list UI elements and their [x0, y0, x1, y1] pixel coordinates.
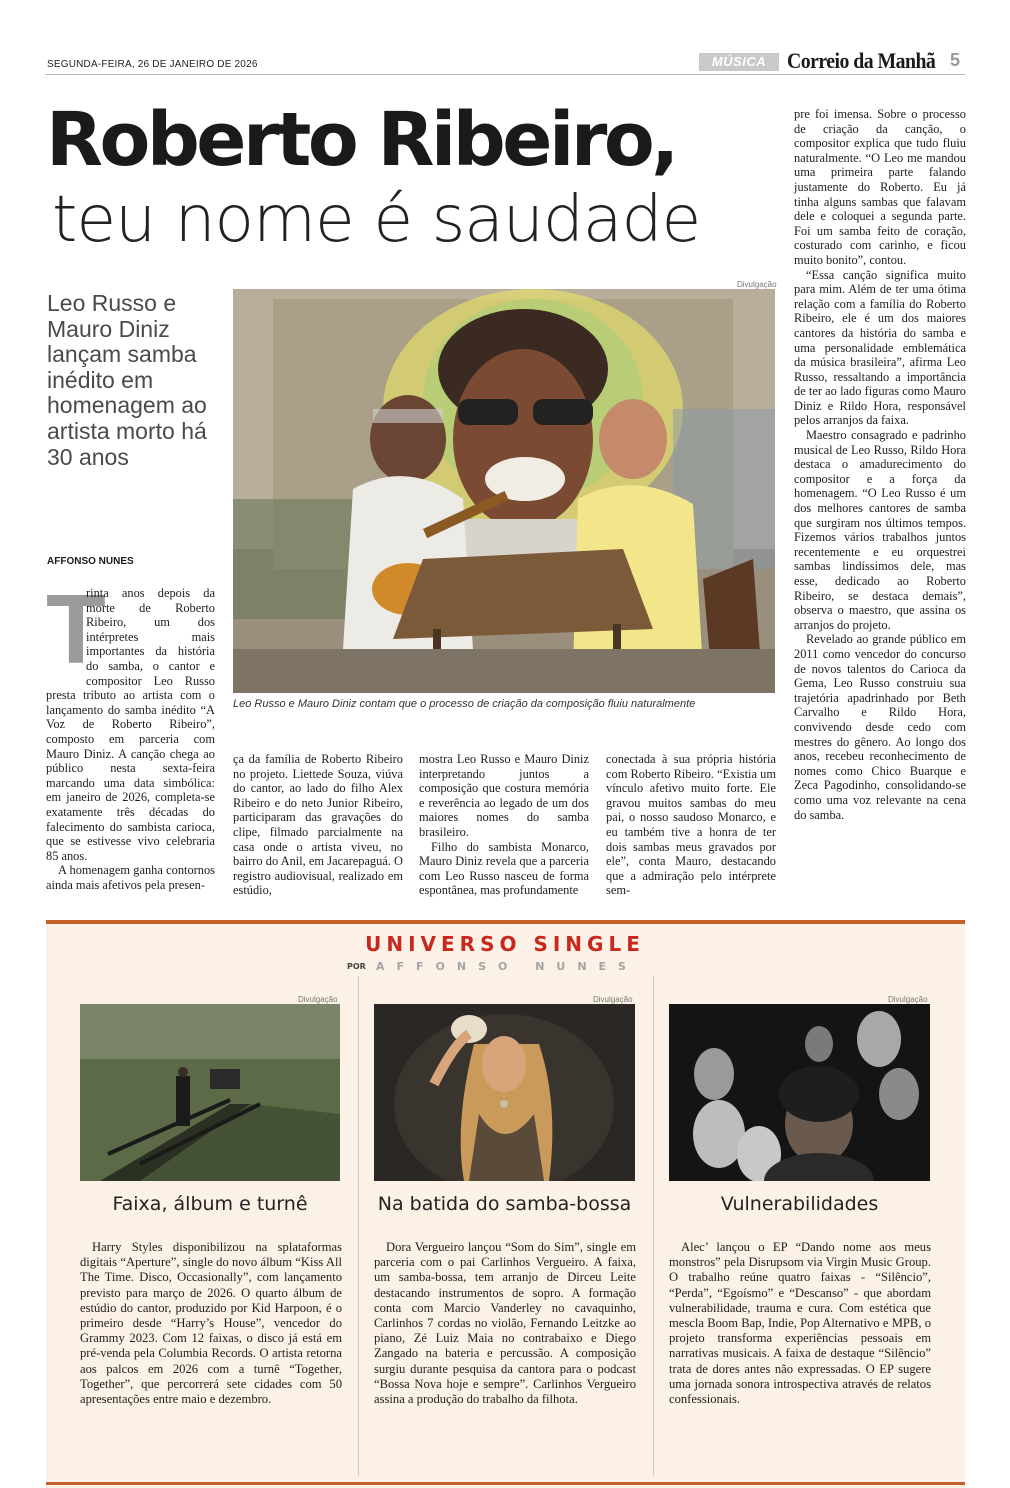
escalator-illustration [80, 1004, 340, 1181]
article-paragraph: Filho do sambista Monarco, Mauro Diniz revela que a parceria com Leo Russo nasceu de forma espontânea, mas profundamente [419, 839, 589, 898]
article-column-5 [794, 107, 966, 822]
item-text [80, 1240, 342, 1407]
box-bottom-rule [46, 1482, 965, 1485]
item-heading: Faixa, álbum e turnê [112, 1193, 308, 1215]
item-paragraph: Dora Vergueiro lançou “Som do Sim”, single em parceria com o pai Carlinhos Vergueiro. A faixa, um samba-bossa, tem arranjo de Dirceu Leite destacando instrumentos de sopro. A formação conta com Marcio Vanderley no cavaquinho, Carlinhos 7 cordas no violão, Fernando Leitzke ao piano, Zé Luiz Maia no contrabaixo e Diego Zangado na bateria e percussão. A composição surgiu durante pesquisa da cantora para o podcast “Bossa Nova hoje e sempre”. Carlinhos Vergueiro assina a produção do trabalho da filhota. [374, 1240, 636, 1407]
article-column-3 [419, 752, 589, 898]
column-divider [358, 976, 359, 1476]
masks-illustration [669, 1004, 930, 1181]
item-heading: Na batida do samba-bossa [377, 1193, 632, 1215]
newspaper-logo: Correio da Manhã [787, 48, 936, 73]
article-paragraph: conectada à sua própria história com Roberto Ribeiro. “Existia um vínculo afetivo muito forte. Ele gravou muitos sambas do meu pai, o nosso saudoso Monarco, e eu também tive a honra de ter dois sambas meus gravados por ele”, conta Mauro, destacando que a admiração pelo intérprete sem- [606, 752, 776, 898]
alec-photo [669, 1004, 930, 1181]
page-number: 5 [950, 50, 961, 70]
article-column-1 [46, 574, 215, 892]
article-column-4 [606, 752, 776, 898]
photo-caption: Leo Russo e Mauro Diniz contam que o processo de criação da composição fluiu naturalmente [233, 698, 696, 710]
article-paragraph: rinta anos depois da morte de Roberto Ribeiro, um dos intérpretes mais importantes da história do samba, o cantor e compositor Leo Russo presta tributo ao artista com o lançamento do samba inédito “A Voz de Roberto Ribeiro”, composto em parceria com Mauro Diniz. A canção chega ao público nesta sexta-feira marcando uma data simbólica: em janeiro de 2026, completa-se exatamente três décadas do falecimento do sambista carioca, que se estivesse vivo celebraria 85 anos. [46, 586, 215, 863]
article-paragraph: ça da família de Roberto Ribeiro no projeto. Liettede Souza, viúva do cantor, ao lado do filho Alex Ribeiro e do neto Junior Ribeiro, participaram das gravações do clipe, filmado parcialmente na casa onde o artista viveu, no bairro do Anil, em Jacarepaguá. O registro audiovisual, realizado em estúdio, [233, 752, 403, 898]
drop-cap: T [46, 574, 106, 684]
universo-single-author: AFFONSO NUNES [376, 960, 638, 973]
item-heading: Vulnerabilidades [720, 1193, 879, 1215]
dora-vergueiro-photo [374, 1004, 635, 1181]
main-photo [233, 289, 775, 693]
column-divider [653, 976, 654, 1476]
byline: AFFONSO NUNES [47, 556, 134, 567]
universo-single-por: POR [347, 962, 366, 971]
harry-styles-photo [80, 1004, 340, 1181]
item-paragraph: Harry Styles disponibilizou na splataformas digitais “Aperture”, single do novo álbum “Kiss All The Time. Disco, Occasionally”, com lançamento previsto para março de 2026. O quarto álbum de estúdio do cantor, produzido por Kid Harpoon, é o primeiro desde “Harry’s House”, vencedor do Grammy 2023. Com 12 faixas, o disco já está em pré-venda pela Columbia Records. O artista retorna aos palcos em 2026 com a turnê “Together, Together”, que percorrerá sete cidades com 50 apresentações entre maio e dezembro. [80, 1240, 342, 1407]
headline: Roberto Ribeiro, [46, 97, 676, 183]
photo-credit: Divulgação [593, 995, 633, 1004]
article-deck: Leo Russo e Mauro Diniz lançam samba inédito em homenagem ao artista morto há 30 anos [47, 290, 207, 470]
item-text [669, 1240, 931, 1407]
article-paragraph: pre foi imensa. Sobre o processo de criação da canção, o compositor explica que tudo fluiu naturalmente. “O Leo me mandou uma primeira parte falando justamente do Roberto. Eu já tinha alguns sambas que falavam dele e coloquei a segunda parte. Foi um samba feito de coração, costurado com carinho, e ficou muito bonito”, contou. [794, 107, 966, 267]
photo-credit: Divulgação [888, 995, 928, 1004]
headline-secondary: teu nome é saudade [52, 183, 701, 257]
header-rule [45, 74, 965, 75]
item-paragraph: Alec’ lançou o EP “Dando nome aos meus monstros” pela Disrupsom via Virgin Music Group. O trabalho reúne quatro faixas - “Silêncio”, “Perda”, “Egoísmo” e “Descanso” - que abordam vulnerabilidade, trauma e cura. Com estética que mescla Boom Bap, Indie, Pop Alternativo e MPB, o projeto transforma experiências pessoais em narrativas musicais. A faixa de destaque “Silêncio” trata de dores antes não expressadas. O EP sugere uma jornada sonora introspectiva através de relatos confessionais. [669, 1240, 931, 1407]
drop-cap-spacer [46, 586, 86, 674]
singer-with-shell-illustration [374, 1004, 635, 1181]
musicians-mural-illustration [233, 289, 775, 693]
article-column-2 [233, 752, 403, 898]
issue-date: SEGUNDA-FEIRA, 26 DE JANEIRO DE 2026 [47, 59, 258, 70]
article-paragraph: A homenagem ganha contornos ainda mais afetivos pela presen- [46, 863, 215, 892]
article-paragraph: Maestro consagrado e padrinho musical de Leo Russo, Rildo Hora destaca o amadurecimento do compositor e a força da homenagem. “O Leo Russo é um dos melhores cantores de samba que surgiram nos últimos tempos. Fizemos vários trabalhos juntos recentemente e eu orquestrei sambas lindíssimos dele, mas esse, dedicado ao Roberto Ribeiro, se destaca demais”, observa o maestro, que assina os arranjos do projeto. [794, 428, 966, 632]
item-text [374, 1240, 636, 1407]
article-paragraph: “Essa canção significa muito para mim. Além de ter uma ótima relação com a família do Roberto Ribeiro, ele é um dos maiores cantores da história do samba e uma personalidade emblemática da música brasileira”, afirma Leo Russo, ressaltando a importância de ter ao lado figuras como Mauro Diniz e Rildo Hora, responsável pelos arranjos da faixa. [794, 267, 966, 428]
article-paragraph: mostra Leo Russo e Mauro Diniz interpretando juntos a composição que costura memória e reverência ao legado de um dos maiores nomes do samba brasileiro. [419, 752, 589, 839]
section-label: MÚSICA [699, 53, 779, 71]
article-paragraph: Revelado ao grande público em 2011 como vencedor do concurso de novos talentos do Carioca da Gema, Leo Russo construiu sua trajetória apadrinhado por Beth Carvalho e Rildo Hora, convivendo desde cedo com mestres do gênero. Ao longo dos anos, recebeu reconhecimento de nomes como Chico Buarque e Zeca Pagodinho, consolidando-se como uma voz relevante na cena do samba. [794, 632, 966, 822]
box-top-rule [46, 920, 965, 924]
universo-single-title: UNIVERSO SINGLE [365, 932, 645, 956]
photo-credit: Divulgação [737, 280, 777, 289]
photo-credit: Divulgação [298, 995, 338, 1004]
